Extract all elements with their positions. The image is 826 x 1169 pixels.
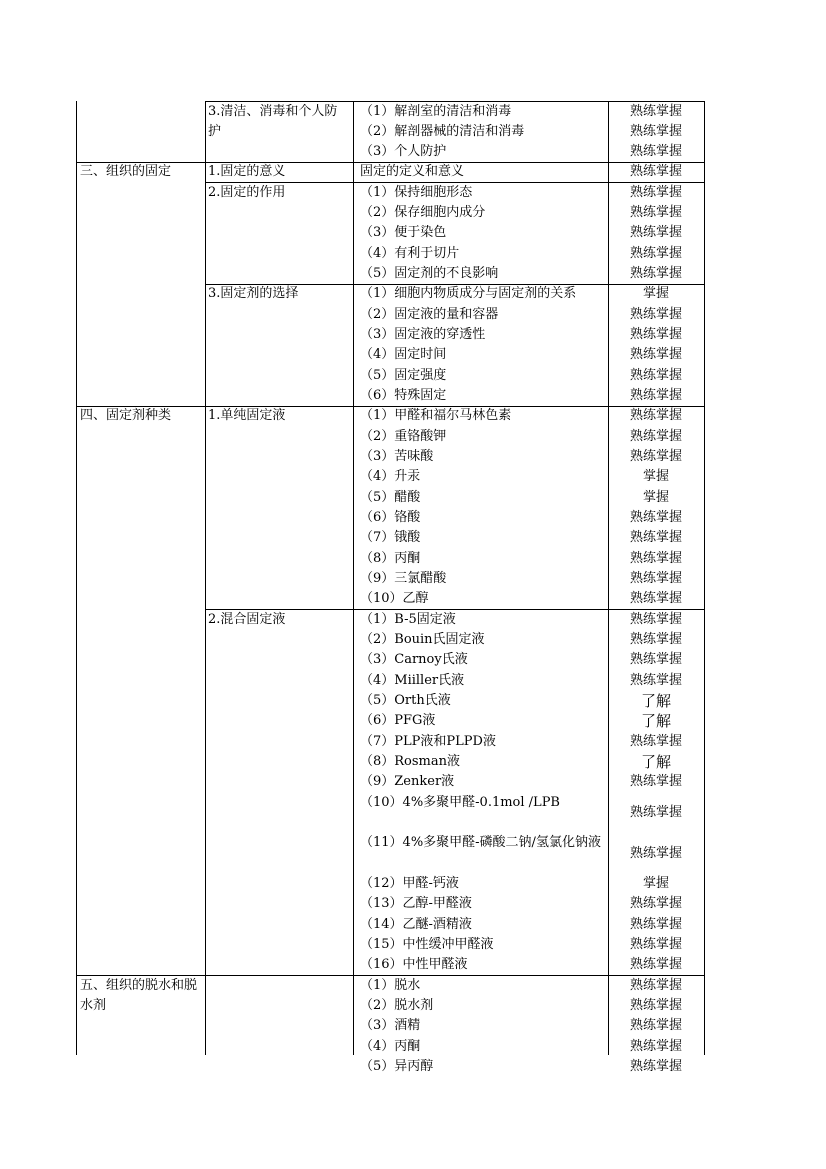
unit-title: 三、组织的固定 <box>80 164 172 180</box>
mastery-level: 熟练掌握 <box>629 205 682 221</box>
mastery-level: 熟练掌握 <box>629 632 682 648</box>
mastery-level: 熟练掌握 <box>629 672 682 688</box>
item-text: （9）Zenker液 <box>360 774 455 790</box>
item-text: （1）脱水 <box>360 977 421 993</box>
mastery-level: 熟练掌握 <box>629 530 682 546</box>
mastery-level: 熟练掌握 <box>629 804 682 820</box>
mastery-level: 掌握 <box>642 489 669 505</box>
item-text: （5）异丙醇 <box>360 1059 434 1074</box>
item-text: （10）乙醇 <box>360 591 429 607</box>
mastery-level: 熟练掌握 <box>629 998 682 1014</box>
block-title: 3.固定剂的选择 <box>208 286 299 302</box>
row-border <box>205 101 705 102</box>
item-text: （4）有利于切片 <box>360 245 460 261</box>
item-text: （8）Rosman液 <box>360 754 461 770</box>
item-text: （4）Miiller氏液 <box>360 672 465 688</box>
mastery-level: 熟练掌握 <box>629 591 682 607</box>
mastery-level: 掌握 <box>642 286 669 302</box>
mastery-level: 熟练掌握 <box>629 977 682 993</box>
item-text: （3）Carnoy氏液 <box>360 652 468 668</box>
block-title: 2.固定的作用 <box>208 184 286 200</box>
item-text: （2）脱水剂 <box>360 998 434 1014</box>
item-text: （2）解剖器械的清洁和消毒 <box>360 123 525 139</box>
column-border <box>205 101 206 1055</box>
mastery-level: 熟练掌握 <box>629 144 682 160</box>
block-title: 1.单纯固定液 <box>208 408 286 424</box>
mastery-level: 了解 <box>640 753 671 772</box>
item-text: （5）Orth氏液 <box>360 693 451 709</box>
mastery-level: 熟练掌握 <box>629 733 682 749</box>
item-text: （8）丙酮 <box>360 550 421 566</box>
mastery-level: 熟练掌握 <box>629 347 682 363</box>
item-text: （10）4%多聚甲醛-0.1mol /LPB <box>360 794 560 810</box>
item-text: （3）个人防护 <box>360 144 447 160</box>
column-border <box>704 101 705 1055</box>
item-text: （7）PLP液和PLPD液 <box>360 733 496 749</box>
item-text: （2）固定液的量和容器 <box>360 306 499 322</box>
item-text: （6）铬酸 <box>360 510 421 526</box>
mastery-level: 熟练掌握 <box>629 1038 682 1054</box>
mastery-level: 熟练掌握 <box>629 916 682 932</box>
mastery-level: 熟练掌握 <box>629 306 682 322</box>
item-text: （1）甲醛和福尔马林色素 <box>360 408 512 424</box>
block-title: 3.清洁、消毒和个人防护 <box>208 103 338 139</box>
item-text: （4）固定时间 <box>360 347 447 363</box>
item-text: （6）PFG液 <box>360 713 436 729</box>
item-text: （5）固定剂的不良影响 <box>360 266 499 282</box>
mastery-level: 熟练掌握 <box>629 428 682 444</box>
mastery-level: 熟练掌握 <box>629 327 682 343</box>
mastery-level: 熟练掌握 <box>629 611 682 627</box>
item-text: （1）保持细胞形态 <box>360 184 473 200</box>
item-text: （7）锇酸 <box>360 530 421 546</box>
item-text: （13）乙醇-甲醛液 <box>360 896 472 912</box>
item-text: 固定的定义和意义 <box>360 164 465 180</box>
mastery-level: 熟练掌握 <box>629 388 682 404</box>
mastery-level: 熟练掌握 <box>629 123 682 139</box>
mastery-level: 掌握 <box>642 469 669 485</box>
mastery-level: 了解 <box>640 712 671 731</box>
item-text: （15）中性缓冲甲醛液 <box>360 937 494 953</box>
mastery-level: 熟练掌握 <box>629 510 682 526</box>
block-title: 2.混合固定液 <box>208 611 286 627</box>
item-text: （3）酒精 <box>360 1018 421 1034</box>
column-border <box>353 101 354 1055</box>
unit-title: 四、固定剂种类 <box>80 408 172 424</box>
item-text: （12）甲醛-钙液 <box>360 876 459 892</box>
mastery-level: 熟练掌握 <box>629 1059 682 1074</box>
mastery-level: 了解 <box>640 692 671 711</box>
mastery-level: 熟练掌握 <box>629 937 682 953</box>
item-text: （2）保存细胞内成分 <box>360 205 486 221</box>
unit-title: 五、组织的脱水和脱水剂 <box>80 977 198 1013</box>
item-text: （2）Bouin氏固定液 <box>360 632 485 648</box>
item-text: （6）特殊固定 <box>360 388 447 404</box>
item-text: （2）重铬酸钾 <box>360 428 447 444</box>
item-text: （4）升汞 <box>360 469 421 485</box>
mastery-level: 熟练掌握 <box>629 184 682 200</box>
column-border <box>76 101 77 1055</box>
mastery-level: 熟练掌握 <box>629 408 682 424</box>
item-text: （1）B-5固定液 <box>360 611 456 627</box>
item-text: （5）固定强度 <box>360 367 447 383</box>
item-text: （3）苦味酸 <box>360 449 434 465</box>
mastery-level: 熟练掌握 <box>629 225 682 241</box>
mastery-level: 熟练掌握 <box>629 896 682 912</box>
mastery-level: 熟练掌握 <box>629 845 682 861</box>
item-text: （1）解剖室的清洁和消毒 <box>360 103 512 119</box>
mastery-level: 熟练掌握 <box>629 571 682 587</box>
item-text: （9）三氯醋酸 <box>360 571 447 587</box>
item-text: （3）固定液的穿透性 <box>360 327 486 343</box>
item-text: （1）细胞内物质成分与固定剂的关系 <box>360 286 577 302</box>
mastery-level: 熟练掌握 <box>629 550 682 566</box>
item-text: （3）便于染色 <box>360 225 447 241</box>
item-text: （14）乙醚-酒精液 <box>360 916 472 932</box>
item-text: （5）醋酸 <box>360 489 421 505</box>
mastery-level: 熟练掌握 <box>629 652 682 668</box>
block-title: 1.固定的意义 <box>208 164 286 180</box>
mastery-level: 熟练掌握 <box>629 164 682 180</box>
mastery-level: 熟练掌握 <box>629 367 682 383</box>
mastery-level: 熟练掌握 <box>629 266 682 282</box>
mastery-level: 熟练掌握 <box>629 957 682 973</box>
mastery-level: 掌握 <box>642 876 669 892</box>
mastery-level: 熟练掌握 <box>629 103 682 119</box>
mastery-level: 熟练掌握 <box>629 774 682 790</box>
mastery-level: 熟练掌握 <box>629 1018 682 1034</box>
mastery-level: 熟练掌握 <box>629 449 682 465</box>
item-text: （11）4%多聚甲醛-磷酸二钠/氢氯化钠液 <box>360 835 601 851</box>
item-text: （4）丙酮 <box>360 1038 421 1054</box>
mastery-level: 熟练掌握 <box>629 245 682 261</box>
item-text: （16）中性甲醛液 <box>360 957 468 973</box>
